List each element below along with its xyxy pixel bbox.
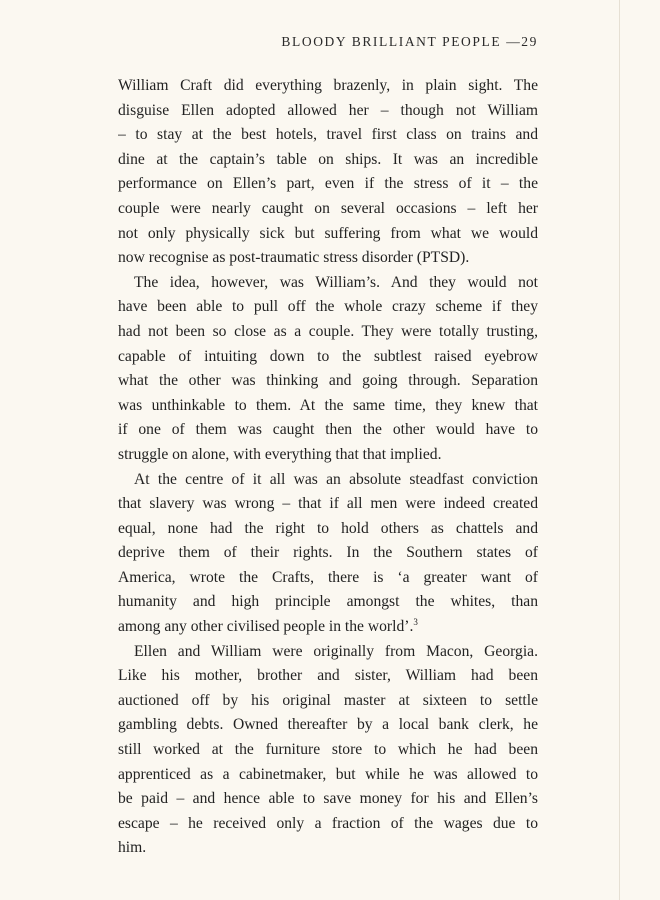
text-line: escape – he received only a fraction of the wages due to: [118, 814, 538, 832]
text-line: The idea, however, was William’s. And they would not: [134, 273, 538, 291]
text-line: have been able to pull off the whole crazy scheme if they: [118, 298, 538, 316]
text-line: was unthinkable to them. At the same time, they knew that: [118, 396, 538, 414]
text-line: him.: [118, 839, 147, 857]
text-line: deprive them of their rights. In the Southern states of: [118, 544, 538, 562]
text-line: William Craft did everything brazenly, in plain sight. The: [118, 77, 538, 94]
text-line: had not been so close as a couple. They were totally trusting,: [118, 322, 538, 340]
running-head: [281, 34, 538, 50]
text-line: not only physically sick but suffering from what we would: [118, 224, 538, 242]
text-line: apprenticed as a cabinetmaker, but while he was allowed to: [118, 765, 538, 783]
text-line: Like his mother, brother and sister, William had been: [118, 667, 538, 685]
text-line: capable of intuiting down to the subtlest raised eyebrow: [118, 347, 538, 365]
text-line: At the centre of it all was an absolute steadfast conviction: [134, 470, 538, 488]
text-line: Ellen and William were originally from Macon, Georgia.: [134, 642, 538, 660]
footnote-ref[interactable]: 3: [413, 616, 418, 627]
running-title: BLOODY BRILLIANT PEOPLE: [281, 34, 502, 49]
header-separator: —: [506, 34, 522, 49]
text-line: America, wrote the Crafts, there is ‘a greater want of: [118, 568, 538, 586]
text-line: that slavery was wrong – that if all men were indeed created: [118, 495, 538, 513]
text-line: gambling debts. Owned thereafter by a local bank clerk, he: [118, 716, 538, 734]
text-line: disguise Ellen adopted allowed her – though not William: [118, 101, 538, 119]
page-number: 29: [521, 34, 538, 49]
text-line: what the other was thinking and going through. Separation: [118, 372, 538, 390]
text-line: humanity and high principle amongst the whites, than: [118, 593, 538, 611]
text-line-with-footnote: [118, 615, 538, 640]
page-edge-shadow: [619, 0, 620, 900]
text-line: now recognise as post-traumatic stress disorder (PTSD).: [118, 249, 470, 267]
text-line: equal, none had the right to hold others as chattels and: [118, 519, 538, 537]
paragraph-2: [118, 271, 538, 468]
text-line: if one of them was caught then the other would have to: [118, 421, 538, 439]
text-line-content: among any other civilised people in the world’.: [118, 618, 414, 636]
text-line: still worked at the furniture store to which he had been: [118, 741, 538, 759]
text-line: dine at the captain’s table on ships. It was an incredible: [118, 150, 538, 168]
text-line: performance on Ellen’s part, even if the stress of it – the: [118, 175, 538, 193]
text-line: struggle on alone, with everything that that implied.: [118, 445, 442, 463]
text-line: couple were nearly caught on several occasions – left her: [118, 199, 538, 217]
text-line: auctioned off by his original master at sixteen to settle: [118, 691, 538, 709]
paragraph-4: [118, 640, 538, 861]
text-line: be paid – and hence able to save money for his and Ellen’s: [118, 790, 538, 808]
paragraph-1: [118, 74, 538, 271]
text-line: – to stay at the best hotels, travel first class on trains and: [118, 126, 538, 144]
paragraph-3: [118, 468, 538, 640]
body-text: [118, 74, 538, 861]
